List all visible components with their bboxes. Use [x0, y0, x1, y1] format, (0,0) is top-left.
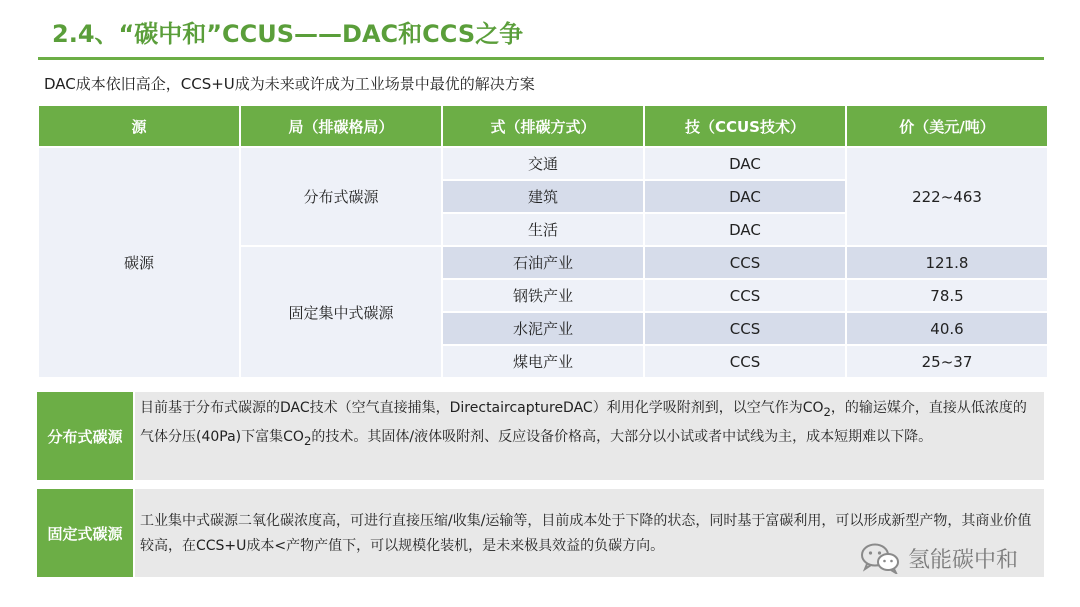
price-cell: 121.8 — [847, 247, 1047, 278]
page-subtitle: DAC成本依旧高企，CCS+U成为未来或许成为工业场景中最优的解决方案 — [44, 75, 535, 93]
note-label: 固定式碳源 — [37, 489, 133, 577]
mode-cell: 石油产业 — [443, 247, 643, 278]
tech-cell: DAC — [645, 148, 845, 179]
mode-cell: 煤电产业 — [443, 346, 643, 377]
mode-cell: 交通 — [443, 148, 643, 179]
mode-cell: 水泥产业 — [443, 313, 643, 344]
header-price: 价（美元/吨） — [847, 106, 1047, 146]
page-title: 2.4、“碳中和”CCUS——DAC和CCS之争 — [52, 20, 524, 48]
tech-cell: DAC — [645, 181, 845, 212]
tech-cell: CCS — [645, 280, 845, 311]
price-cell-distributed: 222~463 — [847, 148, 1047, 245]
wechat-icon — [860, 542, 900, 574]
mode-cell: 生活 — [443, 214, 643, 245]
tech-cell: DAC — [645, 214, 845, 245]
table-row — [39, 148, 1047, 179]
subscript-2: 2 — [303, 433, 312, 448]
note-text-part: 的技术。其固体/液体吸附剂、反应设备价格高，大部分以小试或者中试线为主，成本短期难以下降。 — [311, 428, 933, 445]
tech-cell: CCS — [645, 313, 845, 344]
note-label: 分布式碳源 — [37, 392, 133, 480]
note-distributed — [37, 392, 1044, 480]
note-text-part: 目前基于分布式碳源的DAC技术（空气直接捕集，DirectaircaptureDAC）利用化学吸附剂到，以空气作为CO — [140, 400, 824, 416]
table-header-row — [39, 106, 1047, 146]
note-text-part: ，的输运媒介，直接从低浓度的气体分压(40Pa)下富集CO — [140, 400, 1027, 445]
tech-cell: CCS — [645, 247, 845, 278]
layout-cell-distributed: 分布式碳源 — [241, 148, 441, 245]
header-tech: 技（CCUS技术） — [645, 106, 845, 146]
ccus-cost-table — [37, 104, 1049, 379]
mode-cell: 建筑 — [443, 181, 643, 212]
price-cell: 25~37 — [847, 346, 1047, 377]
title-divider — [38, 57, 1044, 60]
subscript-2: 2 — [823, 404, 831, 419]
watermark — [860, 540, 1018, 576]
mode-cell: 钢铁产业 — [443, 280, 643, 311]
watermark-text: 氢能碳中和 — [908, 547, 1019, 573]
header-layout: 局（排碳格局） — [241, 106, 441, 146]
header-source: 源 — [39, 106, 239, 146]
note-text — [135, 392, 1044, 480]
layout-cell-fixed: 固定集中式碳源 — [241, 247, 441, 377]
price-cell: 40.6 — [847, 313, 1047, 344]
source-cell: 碳源 — [39, 148, 239, 377]
note-text: 工业集中式碳源二氧化碳浓度高，可进行直接压缩/收集/运输等，目前成本处于下降的状态，同时基于富碳利用，可以形成新型产物，其商业价值较高，在CCS+U成本<产物产值下，可以规模化装机，是未来极具效益的负碳方向。 — [135, 489, 1044, 577]
header-mode: 式（排碳方式） — [443, 106, 643, 146]
price-cell: 78.5 — [847, 280, 1047, 311]
tech-cell: CCS — [645, 346, 845, 377]
